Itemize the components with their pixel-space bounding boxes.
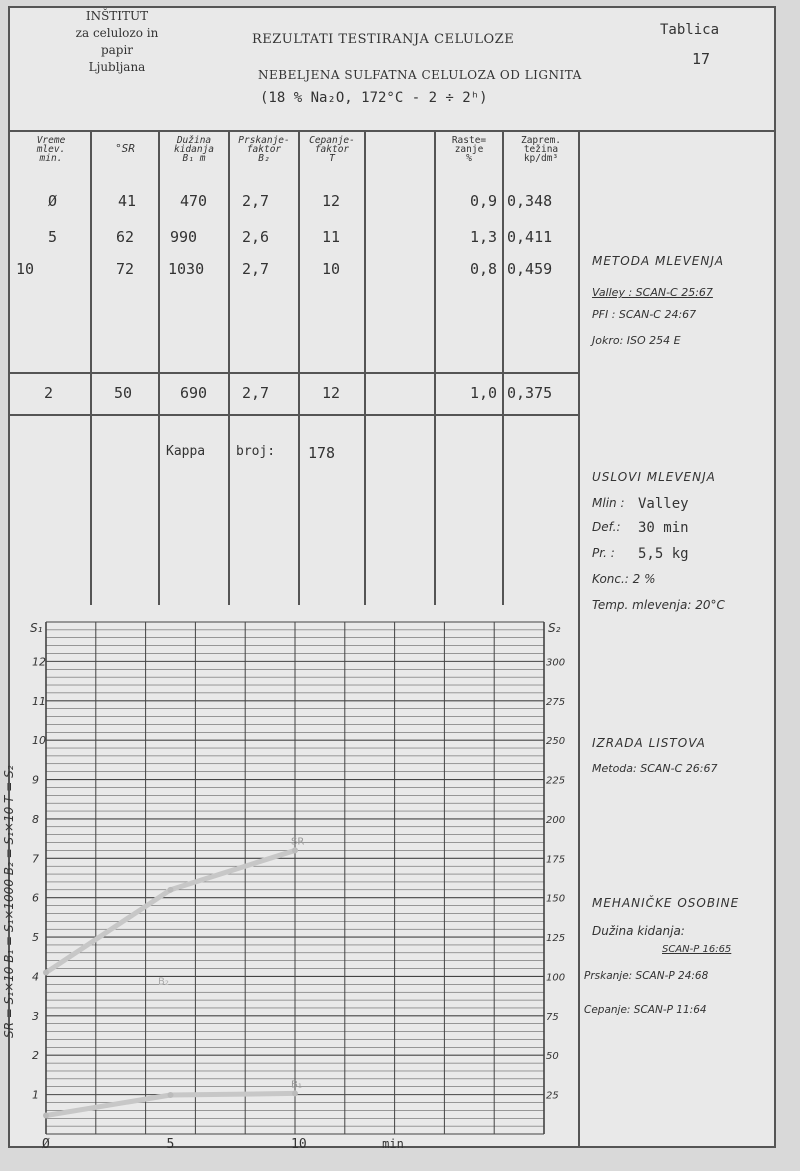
- left-tick-label: 6: [32, 891, 39, 905]
- col-header-line: min.: [39, 153, 63, 164]
- right-tick-label: 175: [546, 854, 566, 866]
- col-header-b1: [160, 136, 228, 163]
- right-tick-label: 225: [546, 775, 566, 787]
- chart-series: [43, 836, 304, 1118]
- series-point-SR: [43, 970, 49, 976]
- left-tick-label: 9: [32, 773, 39, 787]
- data-rows: [10, 192, 578, 302]
- left-tick-label: 7: [32, 852, 39, 866]
- cell-r: 1,3: [470, 228, 498, 246]
- institute-line2: za celulozo in papir: [75, 26, 159, 57]
- header-divider: [10, 130, 774, 132]
- cell-t: 12: [322, 384, 341, 402]
- series-point-B1: [292, 1090, 298, 1096]
- institute-block: [62, 8, 172, 76]
- right-tick-label: 200: [546, 814, 566, 826]
- uslovi-def-label: Def.:: [592, 520, 621, 534]
- mark-label-b2: B₂: [158, 976, 169, 988]
- series-line-SR: [46, 850, 295, 972]
- kappa-label-a: Kappa: [166, 444, 206, 459]
- x-tick-label: 5: [166, 1137, 175, 1150]
- uslovi-konc: Konc.: 2 %: [592, 572, 656, 586]
- title-sub: NEBELJENA SULFATNA CELULOZA OD LIGNITA: [258, 68, 582, 82]
- left-tick-label: 2: [32, 1049, 39, 1063]
- cell-b1: 690: [180, 384, 208, 402]
- col-header-line: °SR: [115, 142, 135, 155]
- col-header-line: težina: [523, 144, 559, 155]
- cell-t: 12: [322, 192, 341, 210]
- table-label-word: Tablica: [660, 22, 720, 38]
- kappa-label-b: broj:: [236, 444, 276, 459]
- table-divider-2: [10, 414, 578, 416]
- cell-sr: 62: [116, 228, 135, 246]
- col-header-line: Prskanje-: [238, 135, 290, 146]
- title-conditions: (18 % Na₂O, 172°C - 2 ÷ 2ʰ): [260, 90, 488, 106]
- right-tick-label: 275: [546, 696, 566, 708]
- mehanicke-duzina: Dužina kidanja:: [592, 924, 685, 938]
- chart-grid: [46, 622, 544, 1134]
- series-label-SR: SR: [291, 836, 305, 848]
- cell-time: 2: [44, 384, 54, 402]
- cell-b1: 470: [180, 192, 208, 210]
- col-header-rastezanje: [436, 136, 502, 163]
- cell-z: 0,459: [507, 260, 553, 278]
- chart: [10, 604, 578, 1150]
- left-tick-label: 3: [32, 1009, 39, 1023]
- izrada-metoda: Metoda: SCAN-C 26:67: [592, 762, 718, 775]
- col-header-line: mlev.: [36, 144, 66, 155]
- kappa-value: 178: [308, 444, 336, 462]
- izrada-title: IZRADA LISTOVA: [592, 736, 706, 750]
- right-tick-label: 150: [546, 893, 566, 905]
- title-main: REZULTATI TESTIRANJA CELULOZE: [252, 32, 515, 47]
- col-header-b2: [230, 136, 298, 163]
- cell-r: 0,8: [470, 260, 498, 278]
- x-axis-label: min: [382, 1137, 404, 1150]
- left-tick-label: 1: [32, 1088, 39, 1102]
- right-tick-label: 125: [546, 933, 566, 945]
- cell-time: 5: [48, 228, 58, 246]
- uslovi-mlin-value: Valley: [638, 496, 689, 512]
- cell-z: 0,375: [507, 384, 553, 402]
- metoda-valley: Valley : SCAN-C 25:67: [592, 286, 713, 299]
- left-tick-label: 4: [32, 970, 39, 984]
- col-header-line: zanje: [454, 144, 484, 155]
- test-results-sheet: [2, 6, 776, 1150]
- cell-time: 10: [16, 260, 35, 278]
- left-tick-label: 10: [32, 734, 46, 748]
- col-header-line: kidanja: [173, 144, 215, 155]
- mehanicke-cepanje: Cepanje: SCAN-P 11:64: [584, 1004, 707, 1016]
- col-header-line: Vreme: [36, 135, 66, 146]
- left-tick-label: 8: [32, 812, 39, 826]
- table-divider-1: [10, 372, 578, 374]
- x-tick-label: 10: [291, 1137, 307, 1150]
- col-header-line: Zaprem.: [520, 135, 562, 146]
- left-tick-label: 5: [32, 931, 39, 945]
- col-header-line: T: [329, 153, 335, 164]
- col-header-line: Cepanje-: [309, 135, 355, 146]
- left-tick-label: 12: [32, 655, 46, 669]
- cell-b1: 990: [170, 228, 198, 246]
- metoda-pfi: PFI : SCAN-C 24:67: [592, 308, 697, 321]
- institute-line3: Ljubljana: [88, 60, 146, 74]
- metoda-jokro: Jokro: ISO 254 E: [592, 334, 681, 347]
- cell-sr: 50: [114, 384, 133, 402]
- x-tick-label: Ø: [42, 1137, 50, 1150]
- cell-b2: 2,7: [242, 384, 270, 402]
- cell-time: Ø: [48, 192, 58, 210]
- uslovi-pr-label: Pr. :: [592, 546, 615, 560]
- col-header-sr: [92, 144, 158, 153]
- cell-b2: 2,7: [242, 192, 270, 210]
- series-point-B1: [43, 1112, 49, 1118]
- cell-b2: 2,6: [242, 228, 270, 246]
- uslovi-temp: Temp. mlevenja: 20°C: [592, 598, 725, 612]
- series-point-B1: [168, 1092, 174, 1098]
- right-tick-label: 300: [546, 657, 566, 669]
- col-header-line: B₂: [258, 153, 270, 164]
- right-tick-label: 100: [546, 972, 566, 984]
- series-point-SR: [168, 887, 174, 893]
- cell-r: 0,9: [470, 192, 498, 210]
- col-header-t: [300, 136, 364, 163]
- series-label-B1: B₁: [291, 1079, 302, 1091]
- col-header-line: %: [466, 153, 472, 164]
- mehanicke-prskanje: Prskanje: SCAN-P 24:68: [584, 970, 709, 982]
- mehanicke-title: MEHANIČKE OSOBINE: [592, 896, 740, 910]
- mehanicke-duzina-std: SCAN-P 16:65: [662, 944, 732, 955]
- uslovi-def-value: 30 min: [638, 520, 689, 536]
- right-tick-label: 25: [546, 1090, 559, 1102]
- right-panel-line: [578, 130, 580, 1148]
- uslovi-mlin-label: Mlin :: [592, 496, 625, 510]
- series-point-SR: [292, 847, 298, 853]
- right-axis-label: S₂: [548, 621, 561, 635]
- cell-sr: 41: [118, 192, 137, 210]
- col-header-zapremina: [504, 136, 578, 163]
- uslovi-pr-value: 5,5 kg: [638, 546, 689, 562]
- col-header-line: Dužina: [176, 135, 212, 146]
- cell-z: 0,348: [507, 192, 553, 210]
- col-header-time: [12, 136, 90, 163]
- col-header-line: faktor: [246, 144, 282, 155]
- col-header-line: B₁ m: [182, 153, 206, 164]
- institute-line1: INŠTITUT: [85, 9, 149, 23]
- metoda-mlevenja-title: METODA MLEVENJA: [592, 254, 725, 268]
- cell-t: 11: [322, 228, 341, 246]
- extra-row: [10, 384, 578, 408]
- side-legend: SR = S₁×10 B₁ = S₁×1000 B₂ = S₁×10 T = S₂: [2, 765, 16, 1038]
- uslovi-title: USLOVI MLEVENJA: [592, 470, 716, 484]
- col-header-line: Raste=: [451, 135, 487, 146]
- left-axis-label: S₁: [30, 621, 43, 635]
- cell-r: 1,0: [470, 384, 498, 402]
- left-tick-label: 11: [32, 694, 46, 708]
- col-header-line: kp/dm³: [523, 153, 559, 164]
- cell-b1: 1030: [168, 260, 205, 278]
- cell-b2: 2,7: [242, 260, 270, 278]
- right-tick-label: 250: [546, 736, 566, 748]
- col-header-line: faktor: [314, 144, 350, 155]
- right-tick-label: 75: [546, 1011, 559, 1023]
- right-tick-label: 50: [546, 1051, 559, 1063]
- cell-sr: 72: [116, 260, 135, 278]
- cell-t: 10: [322, 260, 341, 278]
- cell-z: 0,411: [507, 228, 553, 246]
- table-label-number: 17: [692, 50, 711, 68]
